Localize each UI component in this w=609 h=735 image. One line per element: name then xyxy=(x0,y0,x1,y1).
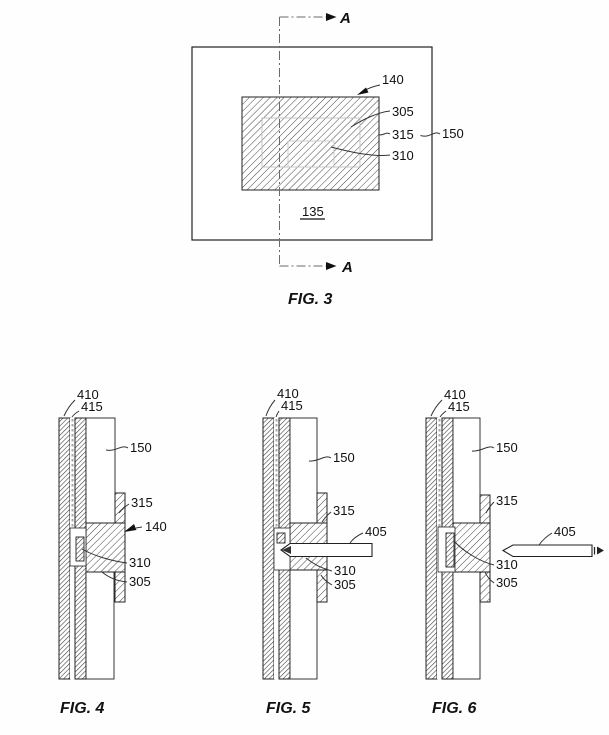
fig6-tool-405 xyxy=(503,545,592,557)
fig6-leader-410 xyxy=(431,400,442,416)
section-arrow-top-icon xyxy=(326,13,337,21)
fig6-caption: FIG. 6 xyxy=(432,700,477,717)
fig6-interior-150-upper xyxy=(453,418,480,523)
ref-label-310: 310 xyxy=(129,555,151,570)
ref-label-150: 150 xyxy=(442,126,464,141)
ref-label-310: 310 xyxy=(334,563,356,578)
ref-label-305: 305 xyxy=(129,574,151,589)
ref-label-315: 315 xyxy=(131,495,153,510)
fig5-interior-150-upper xyxy=(290,418,317,523)
ref-label-415: 415 xyxy=(281,398,303,413)
ref-label-310: 310 xyxy=(392,148,414,163)
fig6-interior-150-lower xyxy=(453,572,480,679)
ref-label-410: 410 xyxy=(277,386,299,401)
ref-label-415: 415 xyxy=(81,399,103,414)
ref-label-150: 150 xyxy=(333,450,355,465)
fig4-interior-150-upper xyxy=(86,418,115,523)
fig6-block-305-310 xyxy=(453,523,490,572)
fig5-outer-layer-410 xyxy=(263,418,274,679)
ref-label-310: 310 xyxy=(496,557,518,572)
ref-label-410: 410 xyxy=(77,387,99,402)
fig6-leader-415 xyxy=(440,411,446,417)
fig5-group xyxy=(263,386,387,717)
ref-label-305: 305 xyxy=(334,577,356,592)
fig5-plug-remnant xyxy=(277,533,285,543)
fig3-group xyxy=(192,10,464,308)
fig4-block-305-310 xyxy=(86,523,125,572)
fig6-outer-layer-410 xyxy=(426,418,437,679)
section-label-top: A xyxy=(340,10,351,27)
section-arrow-bottom-icon xyxy=(326,262,337,270)
ref-label-405: 405 xyxy=(554,524,576,539)
fig4-outer-layer-410 xyxy=(59,418,70,679)
ref-label-305: 305 xyxy=(392,104,414,119)
fig4-interior-150-lower xyxy=(86,572,114,679)
ref-label-150: 150 xyxy=(496,440,518,455)
ref-label-305: 305 xyxy=(496,575,518,590)
ref-label-405: 405 xyxy=(365,524,387,539)
ref-label-315: 315 xyxy=(496,493,518,508)
fig4-leader-410 xyxy=(64,400,75,416)
fig6-motion-arrow-icon xyxy=(597,547,604,555)
fig4-group xyxy=(59,387,167,717)
fig6-plug-310 xyxy=(446,533,454,567)
ref-label-410: 410 xyxy=(444,387,466,402)
fig5-caption: FIG. 5 xyxy=(266,700,311,717)
ref-label-315: 315 xyxy=(333,503,355,518)
ref-label-140: 140 xyxy=(145,519,167,534)
fig3-hatched-region xyxy=(242,97,379,190)
ref-label-315: 315 xyxy=(392,127,414,142)
fig6-leader-405 xyxy=(539,533,552,545)
fig5-interior-150-lower xyxy=(290,570,317,679)
fig5-leader-410 xyxy=(266,400,275,416)
ref-label-150: 150 xyxy=(130,440,152,455)
fig5-leader-415 xyxy=(276,411,279,417)
ref-label-140: 140 xyxy=(382,72,404,87)
fig4-leader-140 xyxy=(136,527,142,528)
fig6-group xyxy=(426,387,604,717)
fig3-caption: FIG. 3 xyxy=(288,291,333,308)
section-label-bottom: A xyxy=(342,259,353,276)
ref-label-135: 135 xyxy=(302,204,324,219)
fig4-arrowhead-140-icon xyxy=(124,524,137,532)
fig4-leader-415 xyxy=(72,411,79,417)
fig5-leader-405 xyxy=(350,533,363,543)
ref-label-415: 415 xyxy=(448,399,470,414)
fig4-caption: FIG. 4 xyxy=(60,700,105,717)
fig5-tool-405 xyxy=(281,544,372,557)
